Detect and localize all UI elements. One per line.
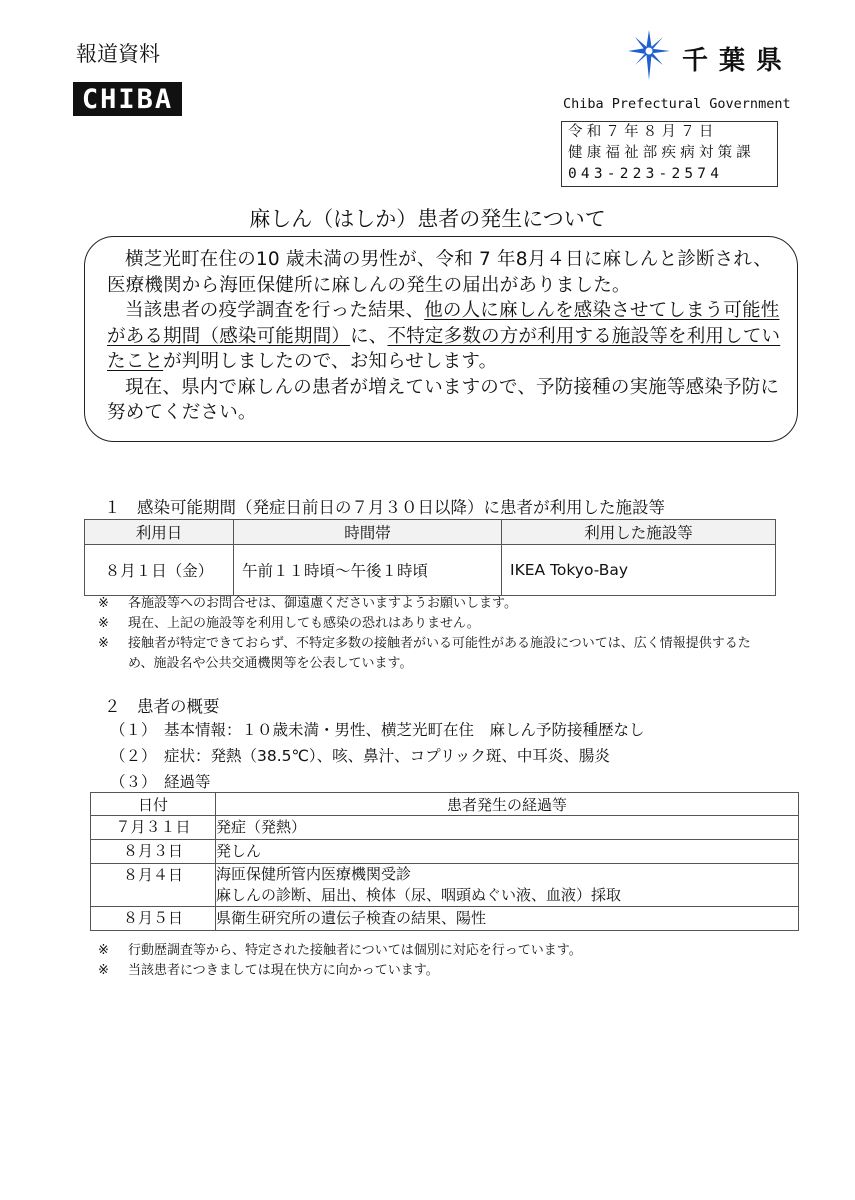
chiba-logo: CHIBA xyxy=(73,82,182,116)
summary-text: に、 xyxy=(350,325,388,347)
cell-line: 麻しんの診断、届出、検体（尿、咽頭ぬぐい液、血液）採取 xyxy=(216,886,622,904)
cell-line: 海匝保健所管内医療機関受診 xyxy=(216,865,412,883)
table-cell: ７月３１日 xyxy=(91,816,216,840)
table-row xyxy=(85,545,776,596)
note-text: 接触者が特定できておらず、不特定多数の接触者がいる可能性がある施設については、広く情報提供するた xyxy=(128,636,751,651)
note-item xyxy=(98,654,751,674)
table-cell: ８月１日（金） xyxy=(85,545,234,596)
chiba-prefecture-emblem-icon xyxy=(628,30,670,80)
table-cell xyxy=(216,864,799,907)
note-mark: ※ xyxy=(98,596,109,611)
summary-text: 当該患者の疫学調査を行った結果、 xyxy=(125,300,425,321)
summary-paragraph-2 xyxy=(107,298,783,375)
department-name: 健康福祉部疾病対策課 xyxy=(568,145,755,161)
prefecture-name-english: Chiba Prefectural Government xyxy=(563,96,791,112)
summary-text: が判明しましたので、お知らせします。 xyxy=(163,351,498,372)
note-text: 当該患者につきましては現在快方に向かっています。 xyxy=(128,963,439,978)
section-1-heading: １ 感染可能期間（発症日前日の７月３０日以降）に患者が利用した施設等 xyxy=(104,498,665,517)
note-mark: ※ xyxy=(98,963,109,978)
item-text: 症状：発熱（38.5℃）、咳、鼻汁、コプリック斑、中耳炎、腸炎 xyxy=(164,747,610,765)
table-row xyxy=(91,907,799,931)
section-2-notes xyxy=(98,941,582,981)
overview-item xyxy=(110,718,645,740)
item-number: （１） xyxy=(110,721,157,739)
table-header-row xyxy=(85,520,776,545)
table-row xyxy=(91,840,799,864)
table-cell: 県衛生研究所の遺伝子検査の結果、陽性 xyxy=(216,907,799,931)
note-mark: ※ xyxy=(98,943,109,958)
table-cell: 発しん xyxy=(216,840,799,864)
overview-item xyxy=(110,770,211,792)
summary-underlined-text: 他の人に麻しんを感染させてしまう可能性がある期間（感染可能期間） xyxy=(107,300,780,347)
overview-item xyxy=(110,744,610,766)
note-text: 行動歴調査等から、特定された接触者については個別に対応を行っています。 xyxy=(128,943,582,958)
table-cell: IKEA Tokyo-Bay xyxy=(502,545,776,596)
note-mark: ※ xyxy=(98,616,109,631)
table-cell: ８月４日 xyxy=(91,864,216,907)
note-item xyxy=(98,614,751,634)
summary-underlined-text: 不特定多数の方が利用する施設等を利用していたこと xyxy=(107,325,781,372)
table-row xyxy=(91,816,799,840)
item-text: 経過等 xyxy=(164,773,211,791)
table-cell: 午前１１時頃～午後１時頃 xyxy=(234,545,502,596)
issuer-info-box xyxy=(561,121,778,187)
section-2-heading: ２ 患者の概要 xyxy=(104,697,220,716)
item-text: 基本情報：１０歳未満・男性、横芝光町在住 麻しん予防接種歴なし xyxy=(164,721,645,739)
item-number: （３） xyxy=(110,773,157,791)
table-header-row xyxy=(91,793,799,816)
column-header: 日付 xyxy=(91,793,216,816)
table-cell: 発症（発熱） xyxy=(216,816,799,840)
column-header: 利用した施設等 xyxy=(502,520,776,545)
section-1-notes xyxy=(98,594,751,674)
facility-table xyxy=(84,519,776,596)
summary-paragraph-1: 横芝光町在住の10 歳未満の男性が、令和 7 年8月４日に麻しんと診断され、医療機関から海匝保健所に麻しんの発生の届出がありました。 xyxy=(107,249,772,296)
note-item xyxy=(98,594,751,614)
prefecture-name: 千葉県 xyxy=(682,46,794,76)
item-number: （２） xyxy=(110,747,157,765)
note-item xyxy=(98,941,582,961)
note-mark: ※ xyxy=(98,636,109,651)
note-item xyxy=(98,634,751,654)
table-row xyxy=(91,864,799,907)
document-title: 麻しん（はしか）患者の発生について xyxy=(249,207,606,231)
column-header: 患者発生の経過等 xyxy=(216,793,799,816)
note-item xyxy=(98,961,582,981)
summary-box xyxy=(84,236,798,442)
column-header: 利用日 xyxy=(85,520,234,545)
contact-phone: 043-223-2574 xyxy=(568,166,724,182)
note-text: め、施設名や公共交通機関等を公表しています。 xyxy=(128,656,413,671)
table-cell: ８月３日 xyxy=(91,840,216,864)
note-text: 各施設等へのお問合せは、御遠慮くださいますようお願いします。 xyxy=(128,596,517,611)
summary-paragraph-3: 現在、県内で麻しんの患者が増えていますので、予防接種の実施等感染予防に努めてください。 xyxy=(107,376,780,423)
column-header: 時間帯 xyxy=(234,520,502,545)
table-cell: ８月５日 xyxy=(91,907,216,931)
issue-date: 令和７年８月７日 xyxy=(568,124,718,140)
timeline-table xyxy=(90,792,799,931)
press-release-label: 報道資料 xyxy=(76,42,160,66)
note-text: 現在、上記の施設等を利用しても感染の恐れはありません。 xyxy=(128,616,480,631)
